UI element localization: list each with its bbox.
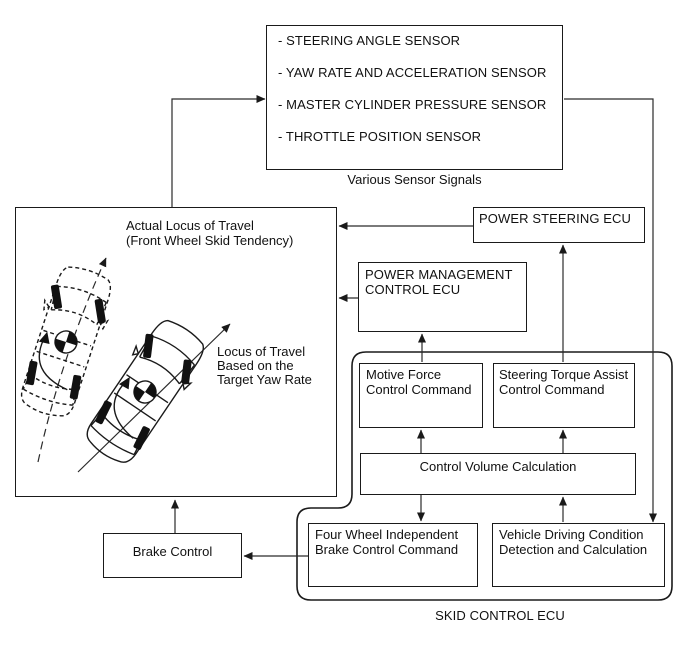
various-sensor-signals-caption: Various Sensor Signals — [347, 172, 482, 187]
arrow-vehicle-to-sensors — [172, 99, 265, 207]
four-wheel-brake-box: Four Wheel Independent Brake Control Command — [308, 523, 478, 587]
skid-control-ecu-caption: SKID CONTROL ECU — [435, 608, 565, 623]
power-management-ecu-box: POWER MANAGEMENT CONTROL ECU — [358, 262, 527, 332]
target-locus-label: Locus of Travel Based on the Target Yaw Rate — [217, 344, 312, 387]
power-steering-ecu-box: POWER STEERING ECU — [473, 207, 645, 243]
brake-control-box: Brake Control — [103, 533, 242, 578]
control-volume-box: Control Volume Calculation — [360, 453, 636, 495]
sensor-item-master-cylinder: - MASTER CYLINDER PRESSURE SENSOR — [278, 97, 547, 112]
vehicle-driving-condition-box: Vehicle Driving Condition Detection and Calculation — [492, 523, 665, 587]
sensor-signals-box — [266, 25, 563, 170]
sensor-item-yaw-rate: - YAW RATE AND ACCELERATION SENSOR — [278, 65, 547, 80]
sensor-item-throttle-position: - THROTTLE POSITION SENSOR — [278, 129, 482, 144]
steering-torque-box: Steering Torque Assist Control Command — [493, 363, 635, 428]
sensor-item-steering-angle: - STEERING ANGLE SENSOR — [278, 33, 461, 48]
actual-locus-label: Actual Locus of Travel (Front Wheel Skid Tendency) — [126, 218, 294, 248]
motive-force-box: Motive Force Control Command — [359, 363, 483, 428]
